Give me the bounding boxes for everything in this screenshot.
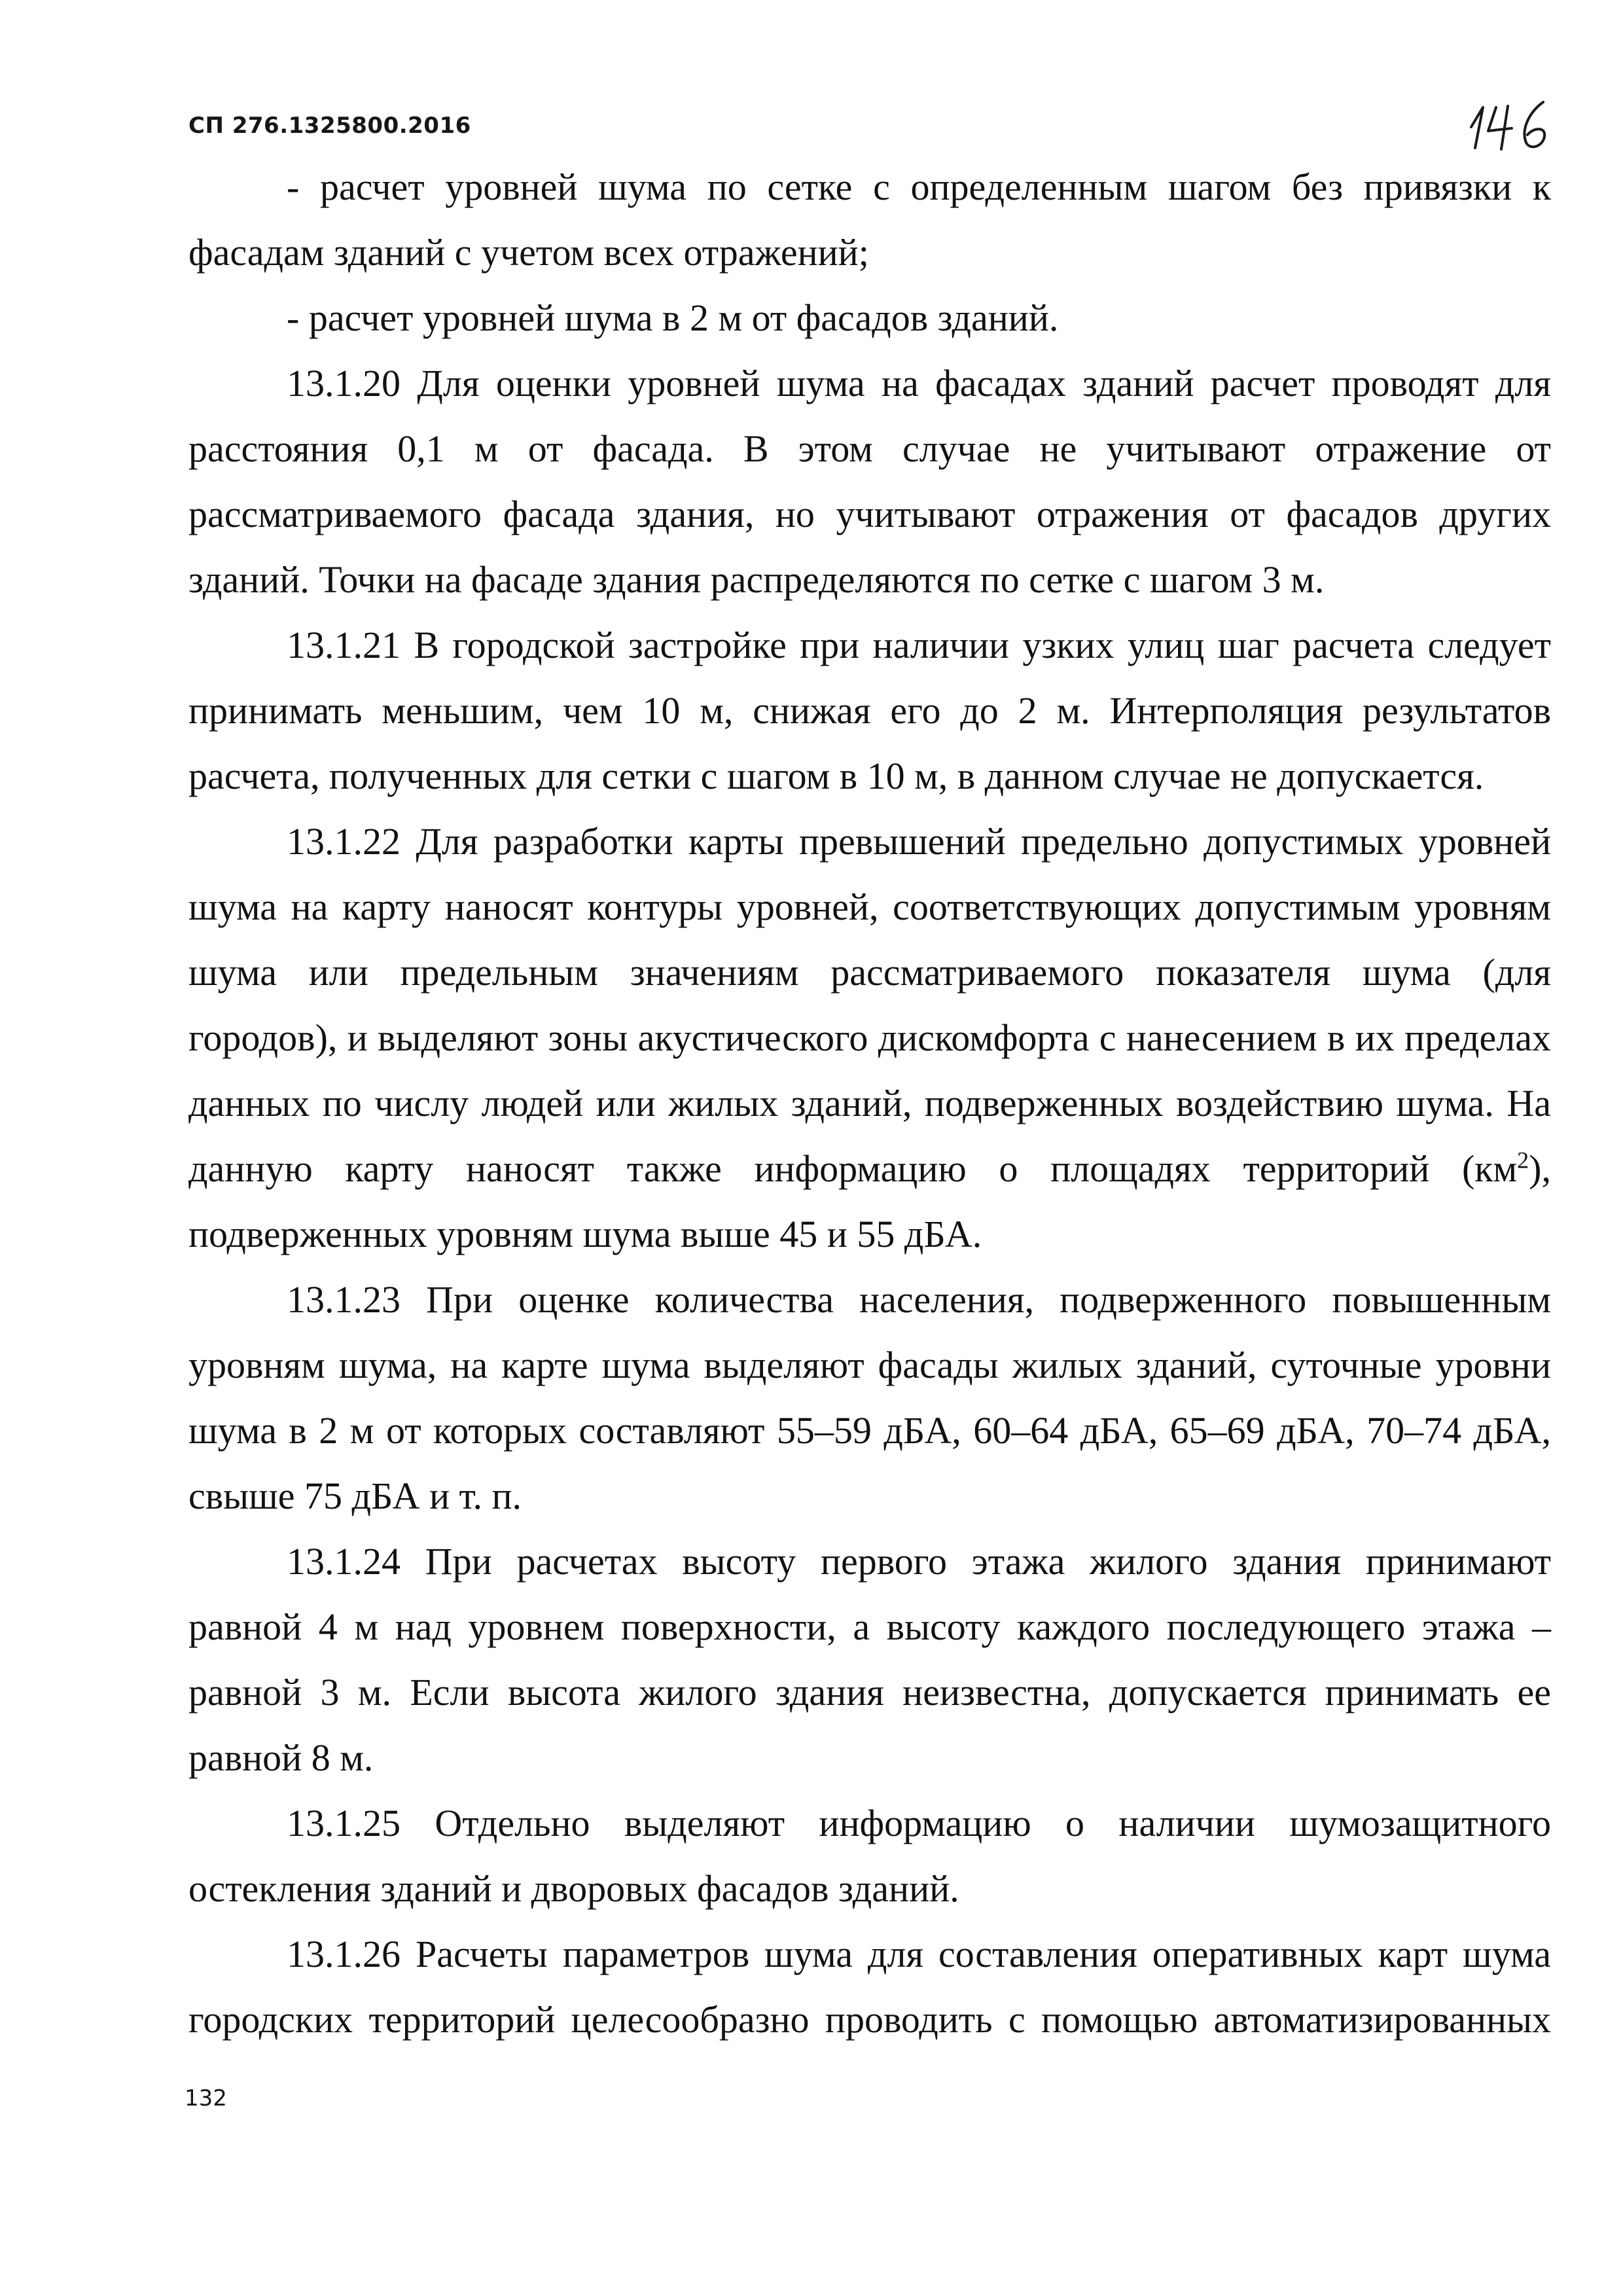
paragraph-13-1-20: 13.1.20 Для оценки уровней шума на фасадах зданий расчет проводят для расстояния 0,1 м от фасада. В этом случае не учитывают отражение от рассматриваемого фасада здания, но учитывают отражения от фасадов других зданий. Точки на фасаде здания распределяются по сетке с шагом 3 м. xyxy=(188,362,1551,601)
paragraph-13-1-23: 13.1.23 При оценке количества населения, подверженного повышенным уровням шума, на карте шума выделяют фасады жилых зданий, суточные уровни шума в 2 м от которых составляют 55–59 дБА, 60–64 дБА, 65–69 дБА, 70–74 дБА, свыше 75 дБА и т. п. xyxy=(188,1278,1551,1517)
superscript-2: 2 xyxy=(1517,1147,1529,1174)
paragraph-bullet-facade: - расчет уровней шума в 2 м от фасадов зданий. xyxy=(287,296,1059,339)
paragraph-13-1-22-text-after: ), подверженных уровням шума выше 45 и 55 дБА. xyxy=(188,1147,1551,1255)
paragraph-13-1-21: 13.1.21 В городской застройке при наличии узких улиц шаг расчета следует принимать меньшим, чем 10 м, снижая его до 2 м. Интерполяция результатов расчета, полученных для сетки с шагом в 10 м, в данном случае не допускается. xyxy=(188,624,1551,797)
paragraph-13-1-22 xyxy=(188,809,1551,1267)
page-number: 132 xyxy=(185,2085,227,2111)
paragraph-13-1-22-text-before: 13.1.22 Для разработки карты превышений предельно допустимых уровней шума на карту наносят контуры уровней, соответствующих допустимым уровням шума или предельным значениям рассматриваемого показателя шума (для городов), и выделяют зоны акустического дискомфорта с нанесением в их пределах данных по числу людей или жилых зданий, подверженных воздействию шума. На данную карту наносят также информацию о площадях территорий (км xyxy=(188,820,1551,1190)
paragraph-bullet-grid: - расчет уровней шума по сетке с определенным шагом без привязки к фасадам зданий с учетом всех отражений; xyxy=(188,166,1551,274)
paragraph-13-1-24: 13.1.24 При расчетах высоту первого этажа жилого здания принимают равной 4 м над уровнем поверхности, а высоту каждого последующего этажа – равной 3 м. Если высота жилого здания неизвестна, допускается принимать ее равной 8 м. xyxy=(188,1540,1551,1779)
paragraph-13-1-26: 13.1.26 Расчеты параметров шума для составления оперативных карт шума городских территорий целесообразно проводить с помощью автоматизированных xyxy=(188,1933,1551,2041)
paragraph-13-1-25: 13.1.25 Отдельно выделяют информацию о наличии шумозащитного остекления зданий и дворовых фасадов зданий. xyxy=(188,1802,1551,1910)
document-body xyxy=(188,154,1551,2053)
document-code: СП 276.1325800.2016 xyxy=(188,113,471,139)
handwritten-sheet-number xyxy=(1466,93,1558,152)
